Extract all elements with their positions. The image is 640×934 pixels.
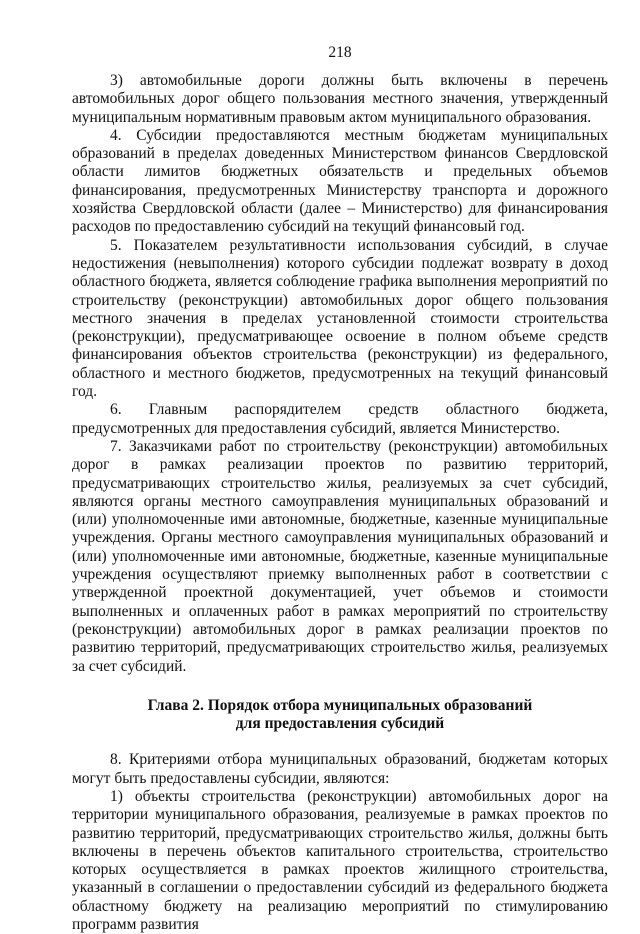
chapter-heading (72, 697, 608, 734)
paragraph-5-performance-indicator: 5. Показателем результативности использования субсидий, в случае недостижения (невыполнения) которого субсидии подлежат возврату в доход областного бюджета, является соблюдение графика выполнения мероприятий по строительству (реконструкции) автомобильных дорог общего пользования местного значения в пределах установленной стоимости строительства (реконструкции), предусматривающее освоение в полном объеме средств финансирования объектов строительства (реконструкции) из федерального, областного и местного бюджетов, предусмотренных на текущий финансовый год. (72, 236, 608, 401)
paragraph-3-roads-in-list: 3) автомобильные дороги должны быть включены в перечень автомобильных дорог общего пользования местного значения, утвержденный муниципальным нормативным правовым актом муниципального образования. (72, 72, 608, 126)
paragraph-6-main-administrator: 6. Главным распорядителем средств областного бюджета, предусмотренных для предоставления субсидий, является Министерство. (72, 401, 608, 437)
paragraph-8-1-construction-objects: 1) объекты строительства (реконструкции) автомобильных дорог на территории муниципального образования, реализуемые в рамках проектов по развитию территорий, предусматривающих строительство жилья, должны быть включены в перечень объектов капитального строительства, строительство которых осуществляется в рамках проектов жилищного строительства, указанный в соглашении о предоставлении субсидий из федерального бюджета областному бюджету на реализацию мероприятий по стимулированию программ развития (72, 787, 608, 934)
chapter-heading-line-1: Глава 2. Порядок отбора муниципальных образований (147, 696, 533, 714)
chapter-heading-line-2: для предоставления субсидий (235, 715, 445, 733)
page-number: 218 (328, 44, 352, 61)
paragraph-7-customers-of-works: 7. Заказчиками работ по строительству (реконструкции) автомобильных дорог в рамках реализации проектов по развитию территорий, предусматривающих строительство жилья, реализуемых за счет субсидий, являются органы местного самоуправления муниципальных образований и (или) уполномоченные ими автономные, бюджетные, казенные муниципальные учреждения. Органы местного самоуправления муниципальных образований и (или) уполномоченные ими автономные, бюджетные, казенные муниципальные учреждения осуществляют приемку выполненных работ в соответствии с утвержденной проектной документацией, учет объемов и стоимости выполненных и оплаченных работ в рамках мероприятий по строительству (реконструкции) автомобильных дорог в рамках реализации проектов по развитию территорий, предусматривающих строительство жилья, реализуемых за счет субсидий. (72, 437, 608, 675)
paragraph-4-subsidies-limits: 4. Субсидии предоставляются местным бюджетам муниципальных образований в пределах доведенных Министерством финансов Свердловской области лимитов бюджетных обязательств и предельных объемов финансирования, предусмотренных Министерству транспорта и дорожного хозяйства Свердловской области (далее – Министерство) для финансирования расходов по предоставлению субсидий на текущий финансовый год. (72, 126, 608, 236)
paragraph-8-selection-criteria: 8. Критериями отбора муниципальных образований, бюджетам которых могут быть предоставлены субсидии, являются: (72, 751, 608, 787)
